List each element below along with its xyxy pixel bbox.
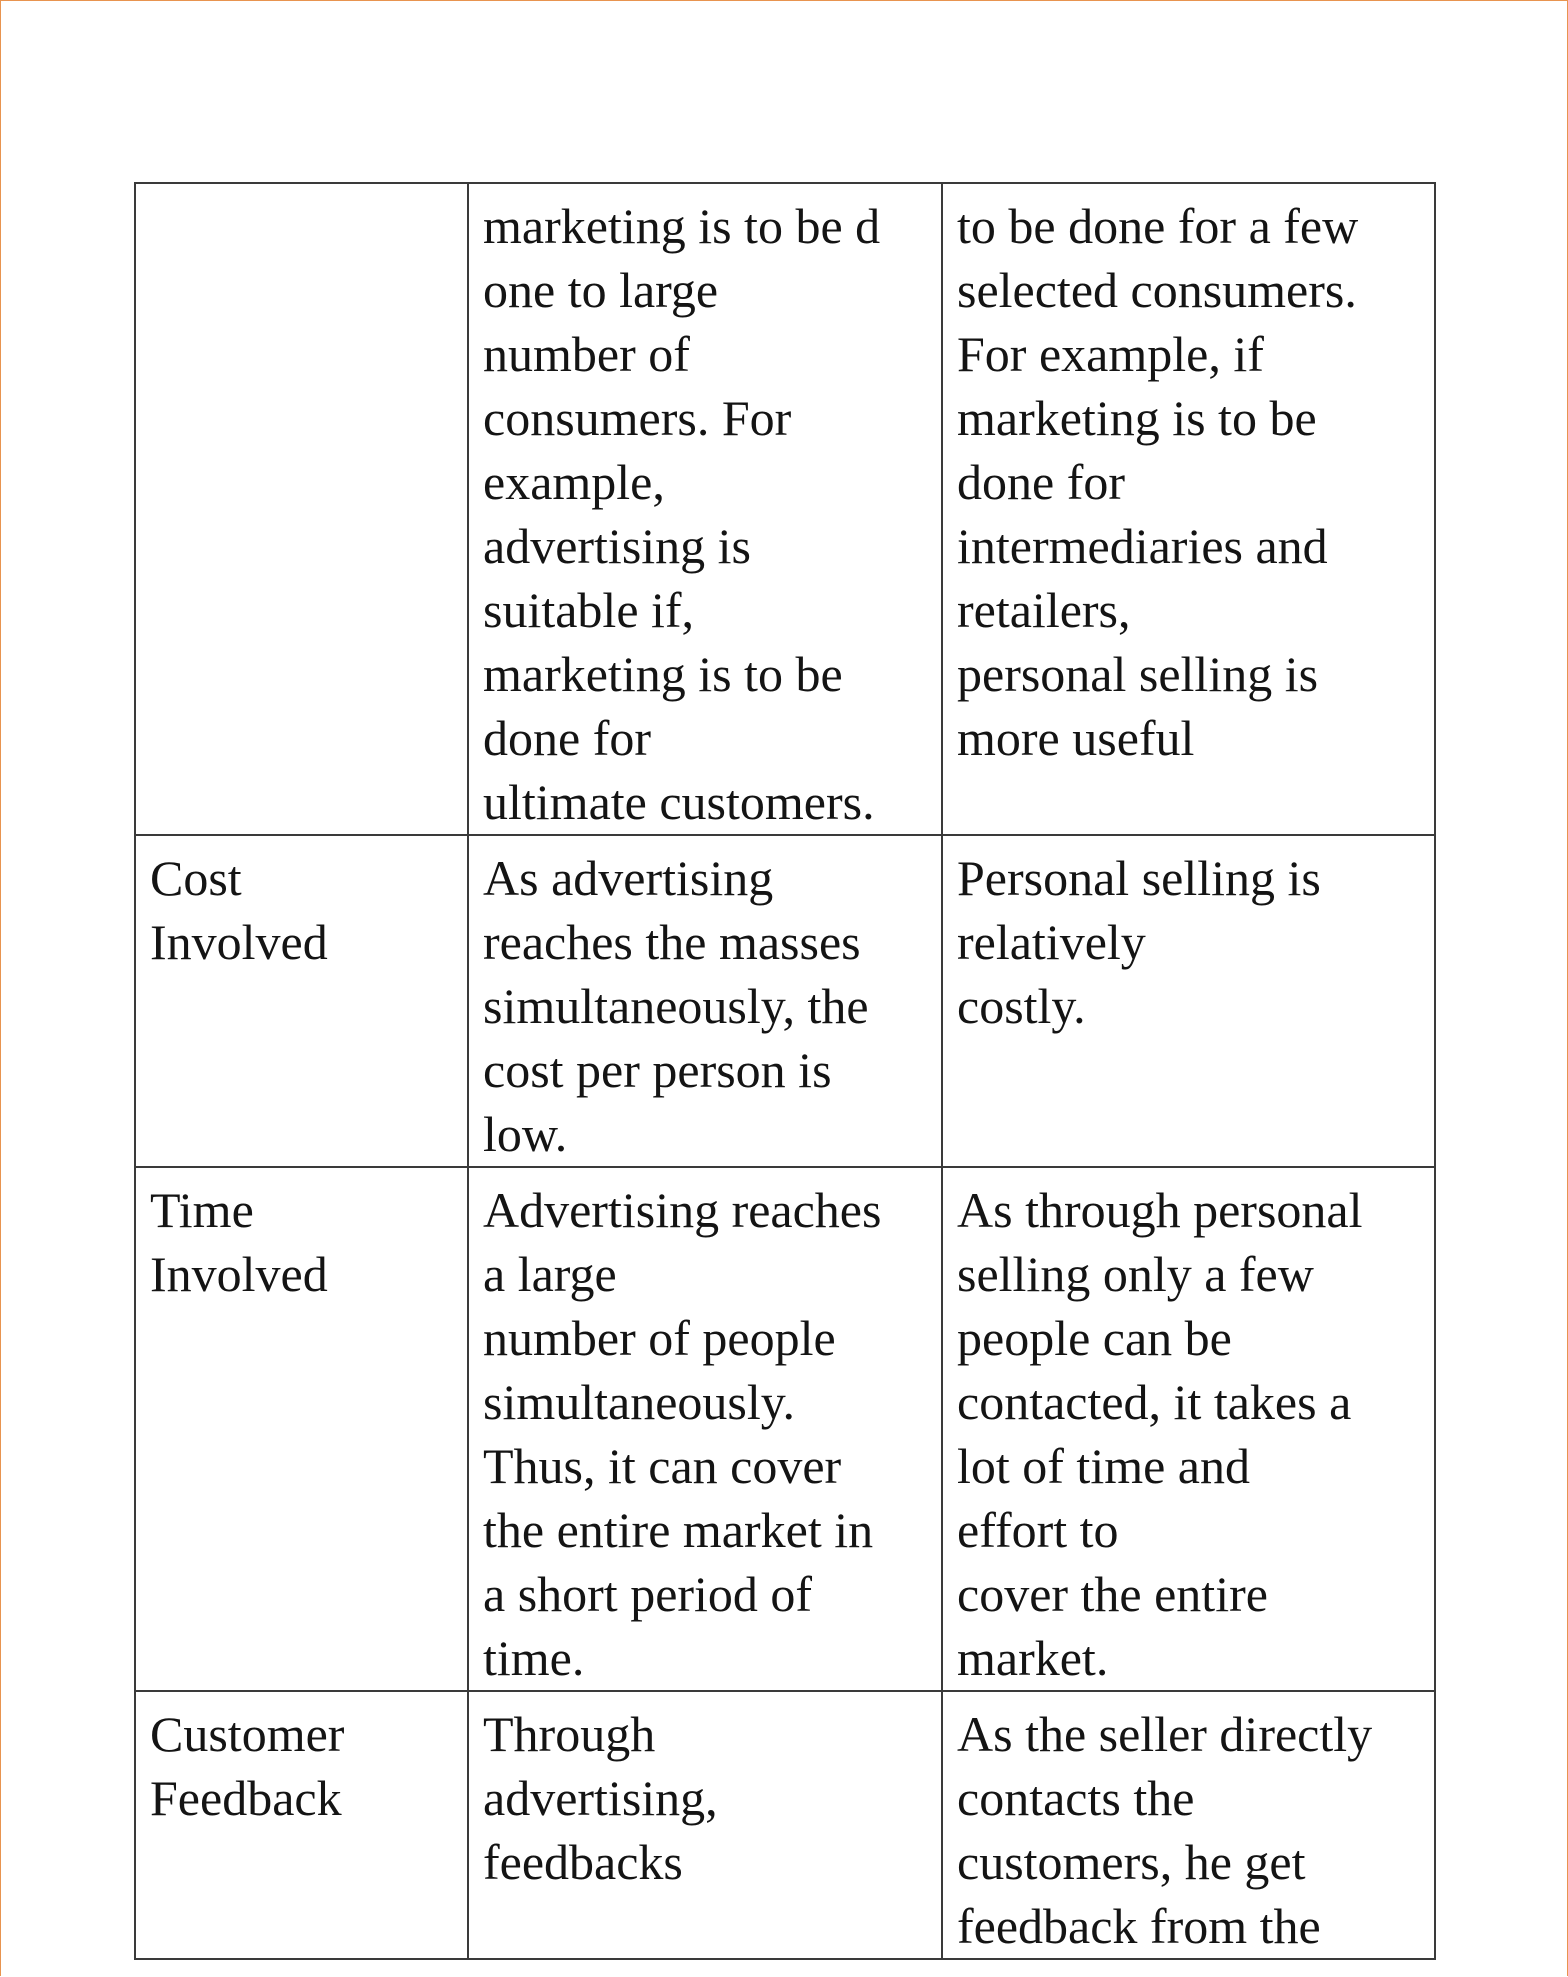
personal-selling-cell: As through personal selling only a few people can be contacted, it takes a lot of time and effort to cover the entire market.: [942, 1167, 1435, 1691]
row-label-cell: [135, 183, 468, 835]
comparison-table: [134, 182, 1436, 1960]
row-label-cell: Cost Involved: [135, 835, 468, 1167]
table-row: [135, 1691, 1435, 1959]
advertising-cell: As advertising reaches the masses simultaneously, the cost per person is low.: [468, 835, 942, 1167]
personal-selling-cell: Personal selling is relatively costly.: [942, 835, 1435, 1167]
personal-selling-cell: As the seller directly contacts the customers, he get feedback from the: [942, 1691, 1435, 1959]
personal-selling-cell: to be done for a few selected consumers. For example, if marketing is to be done for intermediaries and retailers, personal selling is more useful: [942, 183, 1435, 835]
row-label-cell: Customer Feedback: [135, 1691, 468, 1959]
advertising-cell: Advertising reaches a large number of people simultaneously. Thus, it can cover the entire market in a short period of time.: [468, 1167, 942, 1691]
table-row: [135, 835, 1435, 1167]
table-row: [135, 183, 1435, 835]
advertising-cell: marketing is to be d one to large number of consumers. For example, advertising is suitable if, marketing is to be done for ultimate customers.: [468, 183, 942, 835]
table-row: [135, 1167, 1435, 1691]
advertising-cell: Through advertising, feedbacks: [468, 1691, 942, 1959]
row-label-cell: Time Involved: [135, 1167, 468, 1691]
